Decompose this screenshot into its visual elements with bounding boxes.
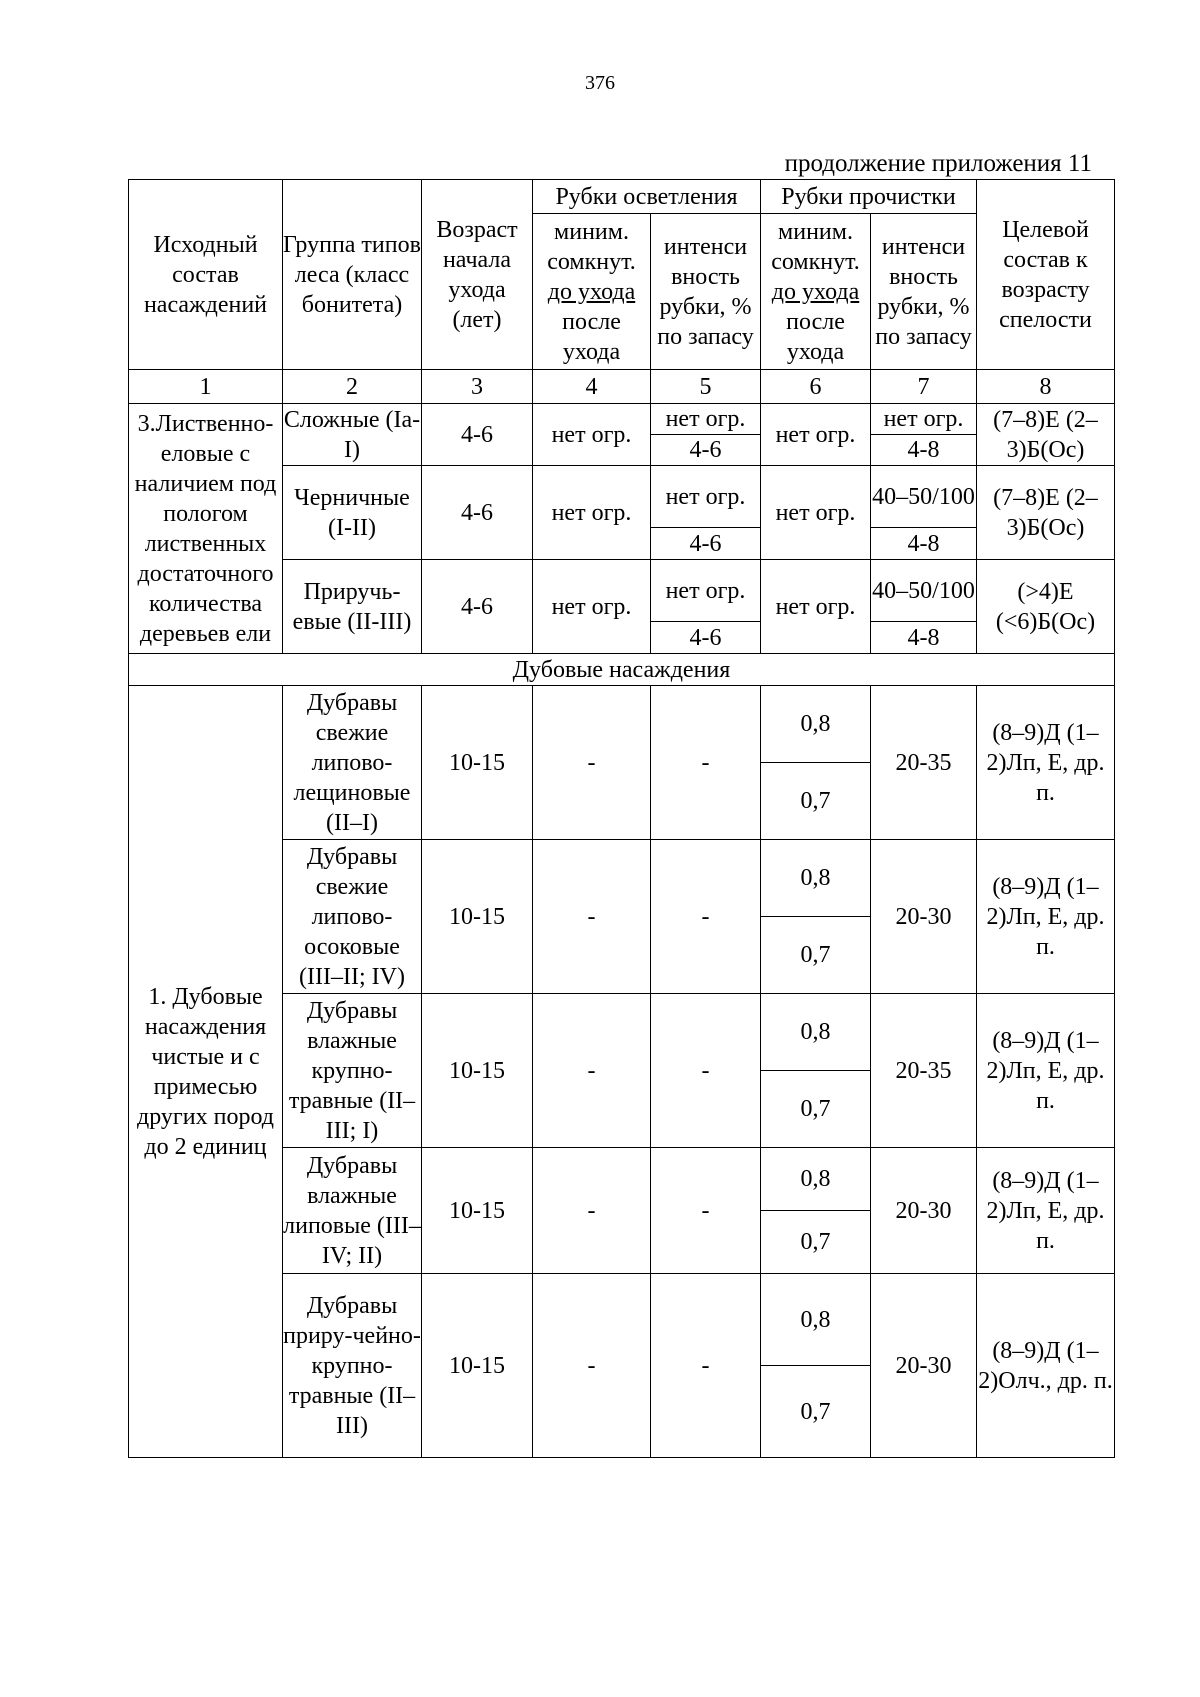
header-after-care: после ухода [786, 308, 845, 365]
column-number: 7 [871, 370, 977, 404]
forest-type-cell: Дубравы приру-чейно-крупно-травные (II–III) [283, 1274, 422, 1458]
min-closure-clean-before: 0,8 [761, 1274, 871, 1366]
start-age-cell: 10-15 [422, 1148, 533, 1274]
intensity-clean-cell: 20-30 [871, 840, 977, 994]
intensity-clean-bottom: 4-8 [871, 622, 977, 654]
section-title-oak: Дубовые насаждения [129, 654, 1115, 686]
header-intensity-clean: интенси вность рубки, % по запасу [871, 214, 977, 370]
min-closure-clean-before: 0,8 [761, 1148, 871, 1211]
target-composition-cell: (8–9)Д (1–2)Лп, Е, др. п. [977, 840, 1115, 994]
min-closure-clean-after: 0,7 [761, 917, 871, 994]
min-closure-light-cell: нет огр. [533, 466, 651, 560]
intensity-clean-cell: 20-30 [871, 1274, 977, 1458]
intensity-light-bottom: 4-6 [651, 528, 761, 560]
min-closure-clean-cell: нет огр. [761, 466, 871, 560]
intensity-clean-top: нет огр. [871, 404, 977, 435]
min-closure-light-cell: - [533, 1274, 651, 1458]
column-number: 6 [761, 370, 871, 404]
target-composition-cell: (8–9)Д (1–2)Лп, Е, др. п. [977, 994, 1115, 1148]
page-number: 376 [585, 72, 615, 94]
intensity-light-top: нет огр. [651, 404, 761, 435]
forest-type-cell: Дубравы свежие липово-осоковые (III–II; IV) [283, 840, 422, 994]
min-closure-clean-after: 0,7 [761, 1211, 871, 1274]
intensity-light-cell: - [651, 686, 761, 840]
intensity-light-bottom: 4-6 [651, 435, 761, 466]
intensity-clean-top: 40–50/100 [871, 560, 977, 622]
intensity-clean-top: 40–50/100 [871, 466, 977, 528]
header-min-closure-label: миним. сомкнут. [547, 218, 636, 275]
header-start-age: Возраст начала ухода (лет) [422, 180, 533, 370]
min-closure-light-cell: нет огр. [533, 404, 651, 466]
header-after-care: после ухода [562, 308, 621, 365]
min-closure-clean-before: 0,8 [761, 840, 871, 917]
start-age-cell: 10-15 [422, 840, 533, 994]
forest-type-cell: Черничные (I-II) [283, 466, 422, 560]
header-source-composition: Исходный состав насаждений [129, 180, 283, 370]
header-cleaning-cuttings: Рубки прочистки [761, 180, 977, 214]
header-forest-type-group: Группа типов леса (класс бонитета) [283, 180, 422, 370]
column-number: 3 [422, 370, 533, 404]
intensity-light-cell: - [651, 994, 761, 1148]
intensity-light-cell: - [651, 1274, 761, 1458]
start-age-cell: 10-15 [422, 1274, 533, 1458]
forest-type-cell: Дубравы свежие липово-лещиновые (II–I) [283, 686, 422, 840]
start-age-cell: 4-6 [422, 560, 533, 654]
min-closure-clean-cell: нет огр. [761, 560, 871, 654]
forest-type-cell: Дубравы влажные крупно-травные (II–III; I) [283, 994, 422, 1148]
column-numbers-row [129, 370, 1115, 404]
min-closure-clean-after: 0,7 [761, 763, 871, 840]
min-closure-light-cell: - [533, 1148, 651, 1274]
continuation-note: продолжение приложения 11 [784, 150, 1092, 177]
min-closure-light-cell: - [533, 994, 651, 1148]
column-number: 4 [533, 370, 651, 404]
column-number: 1 [129, 370, 283, 404]
header-min-closure-label: миним. сомкнут. [771, 218, 860, 275]
intensity-light-cell: - [651, 840, 761, 994]
target-composition-cell: (7–8)Е (2–3)Б(Ос) [977, 466, 1115, 560]
min-closure-clean-cell: нет огр. [761, 404, 871, 466]
intensity-light-bottom: 4-6 [651, 622, 761, 654]
header-before-care: до ухода [547, 278, 636, 305]
table-row [129, 404, 1115, 435]
min-closure-clean-before: 0,8 [761, 686, 871, 763]
header-min-closure-clean [761, 214, 871, 370]
target-composition-cell: (>4)Е (<6)Б(Ос) [977, 560, 1115, 654]
table-row [129, 686, 1115, 763]
min-closure-clean-after: 0,7 [761, 1071, 871, 1148]
intensity-light-top: нет огр. [651, 560, 761, 622]
target-composition-cell: (8–9)Д (1–2)Лп, Е, др. п. [977, 686, 1115, 840]
min-closure-light-cell: нет огр. [533, 560, 651, 654]
intensity-light-cell: - [651, 1148, 761, 1274]
intensity-light-top: нет огр. [651, 466, 761, 528]
forest-type-cell: Дубравы влажные липовые (III–IV; II) [283, 1148, 422, 1274]
start-age-cell: 10-15 [422, 994, 533, 1148]
min-closure-clean-before: 0,8 [761, 994, 871, 1071]
intensity-clean-cell: 20-30 [871, 1148, 977, 1274]
target-composition-cell: (7–8)Е (2–3)Б(Ос) [977, 404, 1115, 466]
target-composition-cell: (8–9)Д (1–2)Олч., др. п. [977, 1274, 1115, 1458]
group-label-deciduous-spruce: 3.Лиственно-еловые с наличием под пологом лиственных достаточного количества деревьев ели [129, 404, 283, 654]
header-target-composition: Целевой состав к возрасту спелости [977, 180, 1115, 370]
forest-type-cell: Сложные (Ia-I) [283, 404, 422, 466]
min-closure-clean-after: 0,7 [761, 1366, 871, 1458]
intensity-clean-cell: 20-35 [871, 994, 977, 1148]
start-age-cell: 4-6 [422, 466, 533, 560]
header-lightening-cuttings: Рубки осветления [533, 180, 761, 214]
column-number: 2 [283, 370, 422, 404]
column-number: 5 [651, 370, 761, 404]
start-age-cell: 10-15 [422, 686, 533, 840]
header-intensity-light: интенси вность рубки, % по запасу [651, 214, 761, 370]
target-composition-cell: (8–9)Д (1–2)Лп, Е, др. п. [977, 1148, 1115, 1274]
header-before-care: до ухода [771, 278, 860, 305]
min-closure-light-cell: - [533, 686, 651, 840]
min-closure-light-cell: - [533, 840, 651, 994]
intensity-clean-bottom: 4-8 [871, 528, 977, 560]
intensity-clean-bottom: 4-8 [871, 435, 977, 466]
forest-care-table [128, 179, 1115, 1458]
column-number: 8 [977, 370, 1115, 404]
group-label-oak: 1. Дубовые насаждения чистые и с примесью других пород до 2 единиц [129, 686, 283, 1458]
forest-type-cell: Приручь-евые (II-III) [283, 560, 422, 654]
header-min-closure-light [533, 214, 651, 370]
intensity-clean-cell: 20-35 [871, 686, 977, 840]
section-row [129, 654, 1115, 686]
start-age-cell: 4-6 [422, 404, 533, 466]
